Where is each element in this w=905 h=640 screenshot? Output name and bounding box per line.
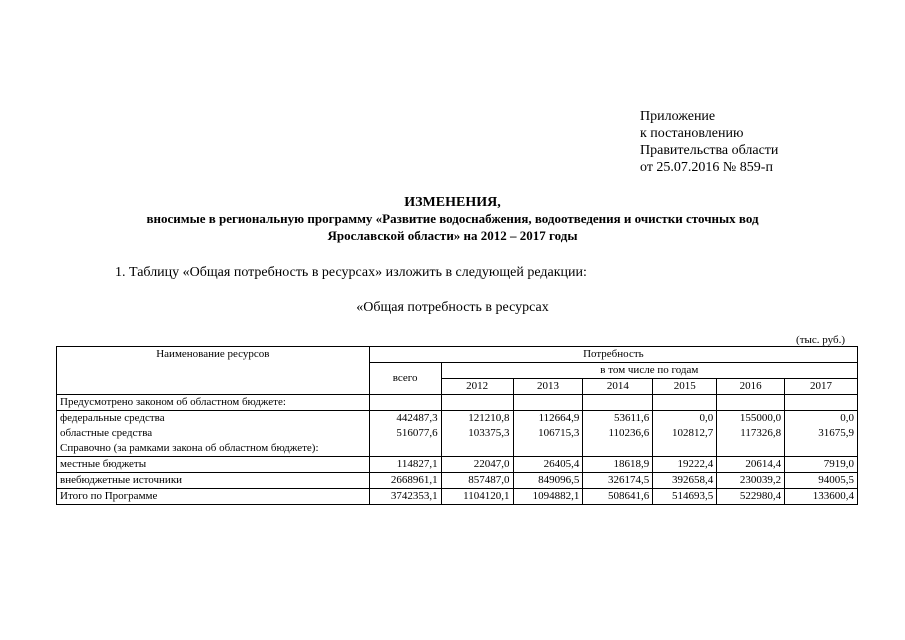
table-title: «Общая потребность в ресурсах	[356, 300, 549, 315]
row-value: 26405,4	[513, 457, 583, 473]
table-row	[57, 457, 858, 473]
row-total: 114827,1	[369, 457, 441, 473]
appendix-line: к постановлению	[640, 126, 744, 141]
row-value: 18618,9	[583, 457, 653, 473]
document-subtitle: вносимые в региональную программу «Развитие водоснабжения, водоотведения и очистки сточных вод	[146, 211, 759, 226]
table-row	[57, 426, 858, 441]
row-value: 326174,5	[583, 473, 653, 489]
table-row	[57, 473, 858, 489]
row-value: 102812,7	[653, 426, 717, 441]
row-total: 2668961,1	[369, 473, 441, 489]
row-value: 103375,3	[441, 426, 513, 441]
row-value: 110236,6	[583, 426, 653, 441]
row-value: 1094882,1	[513, 489, 583, 505]
section-label: Справочно (за рамками закона об областном бюджете):	[57, 441, 370, 457]
row-name: местные бюджеты	[57, 457, 370, 473]
row-total: 516077,6	[369, 426, 441, 441]
row-name: Итого по Программе	[57, 489, 370, 505]
header-total: всего	[369, 363, 441, 395]
section-label: Предусмотрено законом об областном бюджете:	[57, 395, 370, 411]
table-row-total	[57, 489, 858, 505]
row-value: 31675,9	[785, 426, 858, 441]
row-name: областные средства	[57, 426, 370, 441]
row-value: 849096,5	[513, 473, 583, 489]
row-value: 53611,6	[583, 411, 653, 427]
row-value: 22047,0	[441, 457, 513, 473]
table-row	[57, 411, 858, 427]
row-value: 508641,6	[583, 489, 653, 505]
row-total: 3742353,1	[369, 489, 441, 505]
row-value: 514693,5	[653, 489, 717, 505]
row-value: 0,0	[653, 411, 717, 427]
header-need: Потребность	[369, 347, 857, 363]
document-title: ИЗМЕНЕНИЯ,	[404, 195, 501, 210]
row-value: 1104120,1	[441, 489, 513, 505]
row-value: 112664,9	[513, 411, 583, 427]
appendix-block	[640, 108, 778, 176]
header-year: 2013	[513, 379, 583, 395]
row-value: 155000,0	[717, 411, 785, 427]
row-value: 19222,4	[653, 457, 717, 473]
header-by-years: в том числе по годам	[441, 363, 857, 379]
header-year: 2016	[717, 379, 785, 395]
header-name: Наименование ресурсов	[57, 347, 370, 395]
row-name: внебюджетные источники	[57, 473, 370, 489]
row-value: 0,0	[785, 411, 858, 427]
header-year: 2015	[653, 379, 717, 395]
appendix-line: Приложение	[640, 109, 716, 124]
unit-label: (тыс. руб.)	[796, 334, 845, 346]
header-year: 2012	[441, 379, 513, 395]
row-value: 392658,4	[653, 473, 717, 489]
resources-table	[56, 346, 858, 505]
row-value: 20614,4	[717, 457, 785, 473]
row-value: 121210,8	[441, 411, 513, 427]
row-value: 230039,2	[717, 473, 785, 489]
row-value: 522980,4	[717, 489, 785, 505]
row-name: федеральные средства	[57, 411, 370, 427]
instruction-paragraph: 1. Таблицу «Общая потребность в ресурсах» изложить в следующей редакции:	[115, 265, 587, 280]
header-year: 2014	[583, 379, 653, 395]
header-year: 2017	[785, 379, 858, 395]
row-value: 94005,5	[785, 473, 858, 489]
appendix-line: от 25.07.2016 № 859-п	[640, 160, 773, 175]
row-value: 106715,3	[513, 426, 583, 441]
row-value: 117326,8	[717, 426, 785, 441]
document-subtitle: Ярославской области» на 2012 – 2017 годы	[327, 228, 578, 243]
row-value: 857487,0	[441, 473, 513, 489]
row-value: 133600,4	[785, 489, 858, 505]
appendix-line: Правительства области	[640, 143, 779, 158]
row-value: 7919,0	[785, 457, 858, 473]
row-total: 442487,3	[369, 411, 441, 427]
